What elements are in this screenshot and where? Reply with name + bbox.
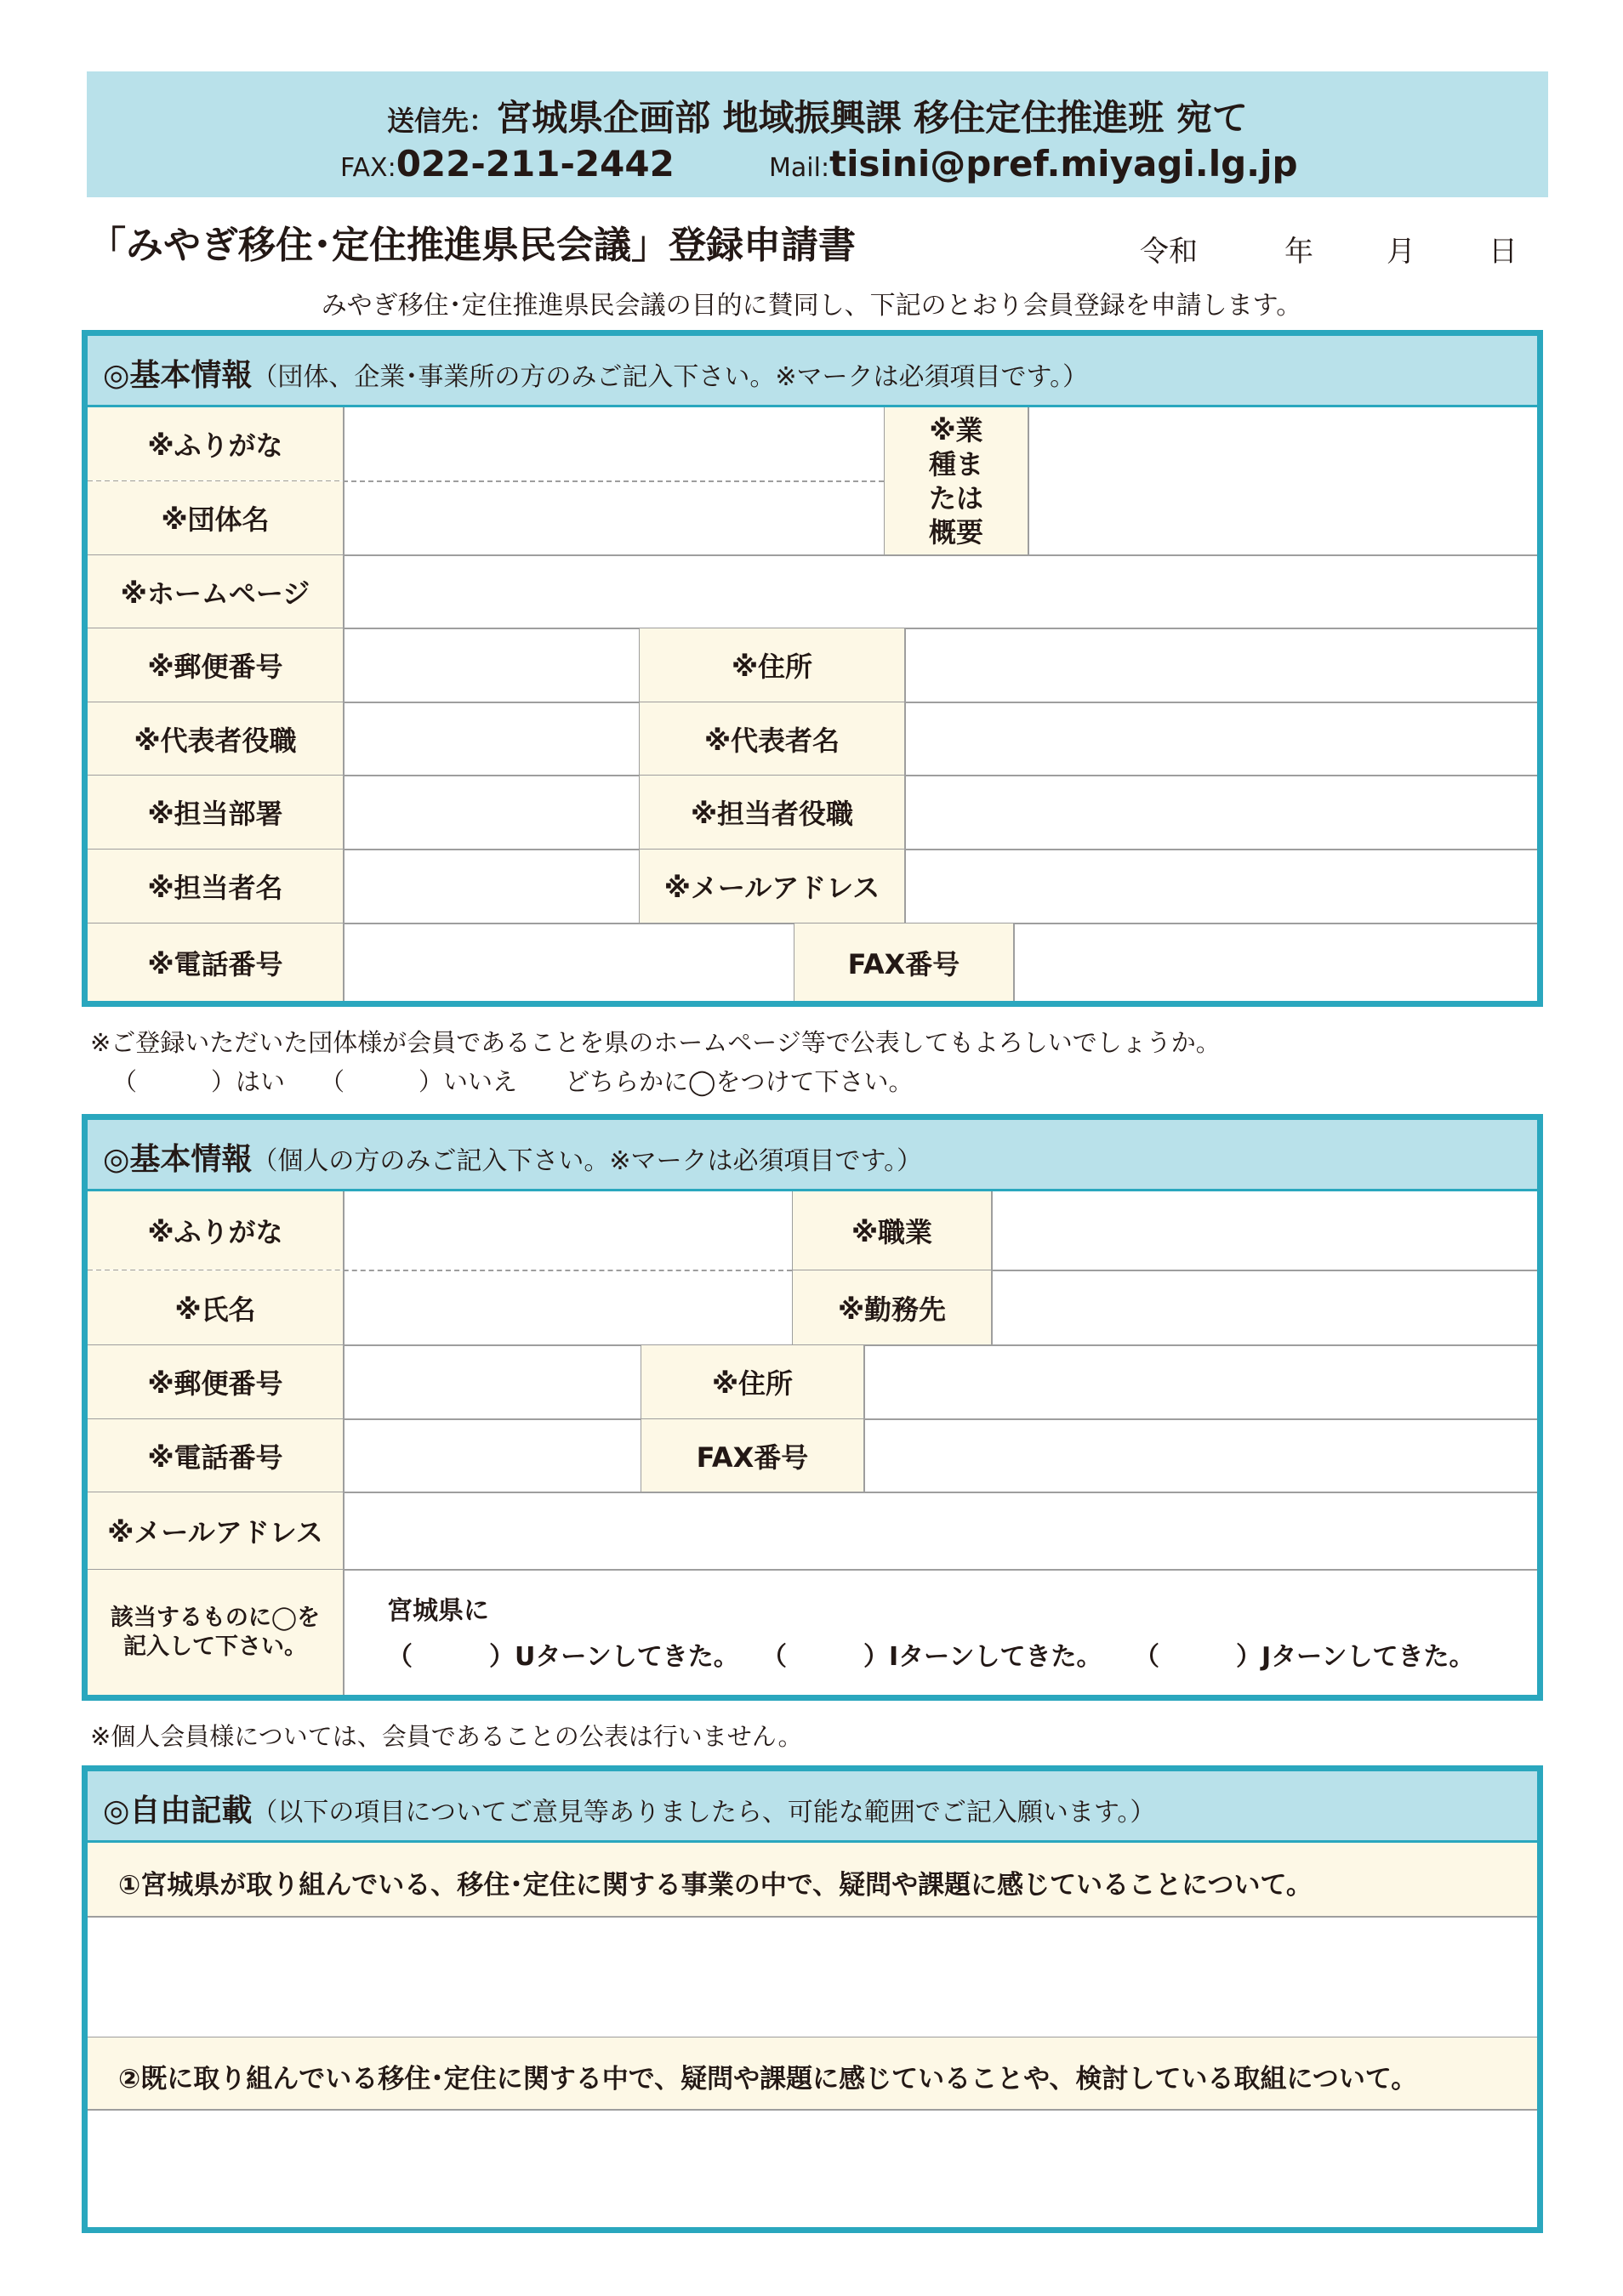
rep-title-field[interactable] [345,703,639,775]
rep-name-field[interactable] [906,703,1537,775]
question-2-text: ②既に取り組んでいる移住･定住に関する中で、疑問や課題に感じていることや、検討している取組について。 [118,2064,1418,2094]
recipient-line [87,90,1548,141]
date-month: 月 [1387,235,1415,269]
publish-option-no[interactable]: （ ）いいえ [320,1067,518,1096]
mail-prefix: Mail: [769,153,830,183]
individual-info-section [82,1114,1543,1701]
section-title: ◎基本情報（個人の方のみご記入下さい。※マークは必須項目です。） [103,1142,923,1177]
org-fax-field[interactable] [1015,924,1537,1001]
fax-number: 022-211-2442 [396,143,675,185]
dept-field[interactable] [345,776,639,849]
label-fax: FAX番号 [641,1419,863,1492]
answer-1-field[interactable] [88,1918,1537,2037]
label-dept: ※担当部署 [88,776,343,849]
date-day: 日 [1489,235,1518,269]
label-furigana: ※ふりがな [88,1191,343,1270]
contact-title-field[interactable] [906,776,1537,849]
label-address: ※住所 [640,628,904,702]
indiv-name-field[interactable] [345,1271,792,1344]
fax-header-banner [87,71,1548,197]
label-fax: FAX番号 [794,924,1013,1001]
i-turn-option[interactable]: （ ）Iターンしてきた。 [761,1642,1102,1672]
contact-name-field[interactable] [345,850,639,923]
label-postal: ※郵便番号 [88,1345,343,1418]
question-1-text: ①宮城県が取り組んでいる、移住･定住に関する事業の中で、疑問や課題に感じていることについて。 [118,1870,1313,1901]
label-address: ※住所 [641,1345,863,1418]
indiv-email-field[interactable] [345,1493,1537,1569]
label-postal: ※郵便番号 [88,628,343,702]
section-header [88,1771,1537,1843]
org-postal-field[interactable] [345,629,639,702]
homepage-field[interactable] [345,556,1537,628]
indiv-furigana-field[interactable] [345,1192,792,1270]
occupation-field[interactable] [993,1192,1537,1270]
mail-address: tisini@pref.miyagi.lg.jp [829,143,1298,185]
label-contact-name: ※担当者名 [88,850,343,923]
label-phone: ※電話番号 [88,924,343,1001]
org-address-field[interactable] [906,629,1537,702]
indiv-phone-field[interactable] [345,1420,641,1492]
section-title: ◎自由記載（以下の項目についてご意見等ありましたら、可能な範囲でご記入願います。） [103,1793,1156,1828]
label-homepage: ※ホームページ [88,555,343,628]
u-turn-option[interactable]: （ ）Uターンしてきた。 [387,1642,739,1672]
miyagi-prefix: 宮城県に [387,1596,489,1626]
industry-field[interactable] [1029,408,1537,554]
label-contact-title: ※担当者役職 [640,776,904,849]
publish-option-yes[interactable]: （ ）はい [112,1067,286,1096]
section-header [88,1120,1537,1191]
label-rep-name: ※代表者名 [640,702,904,775]
label-email: ※メールアドレス [88,1492,343,1569]
date-year: 年 [1284,235,1313,269]
indiv-address-field[interactable] [865,1346,1537,1418]
date-era: 令和 [1140,235,1198,269]
fax-prefix: FAX: [340,153,396,183]
intro-text: みやぎ移住･定住推進県民会議の目的に賛同し、下記のとおり会員登録を申請します。 [321,291,1302,321]
recipient-name: 宮城県企画部 地域振興課 移住定住推進班 宛て [496,97,1248,139]
label-phone: ※電話番号 [88,1419,343,1492]
fax-number-line [340,143,675,185]
publish-question: ※ご登録いただいた団体様が会員であることを県のホームページ等で公表してもよろしいでしょうか。 [90,1028,1221,1057]
indiv-postal-field[interactable] [345,1346,641,1418]
label-email: ※メールアドレス [640,850,904,923]
form-title: 「みやぎ移住･定住推進県民会議」登録申請書 [88,224,856,267]
publish-instruction: どちらかに◯をつけて下さい。 [565,1067,914,1096]
org-name-field[interactable] [345,482,884,554]
org-furigana-field[interactable] [345,408,884,480]
j-turn-option[interactable]: （ ）Jターンしてきた。 [1134,1642,1475,1672]
label-org-name: ※団体名 [88,481,343,554]
org-email-field[interactable] [906,850,1537,923]
label-rep-title: ※代表者役職 [88,702,343,775]
indiv-fax-field[interactable] [865,1420,1537,1492]
free-comment-section [82,1765,1543,2233]
label-furigana: ※ふりがな [88,407,343,480]
workplace-field[interactable] [993,1271,1537,1344]
label-workplace: ※勤務先 [793,1270,991,1344]
recipient-prefix: 送信先： [387,105,497,137]
label-industry: ※業種または概要 [885,407,1028,554]
answer-2-field[interactable] [88,2111,1537,2227]
label-occupation: ※職業 [793,1191,991,1270]
section-header [88,336,1537,407]
mail-line [769,143,1298,185]
org-info-section [82,330,1543,1007]
org-phone-field[interactable] [345,924,794,1001]
individual-publish-note: ※個人会員様については、会員であることの公表は行いません。 [90,1722,803,1751]
label-name: ※氏名 [88,1270,343,1344]
section-title: ◎基本情報（団体、企業･事業所の方のみご記入下さい。※マークは必須項目です。） [103,358,1089,393]
label-applicable: 該当するものに◯を記入して下さい。 [88,1570,343,1695]
